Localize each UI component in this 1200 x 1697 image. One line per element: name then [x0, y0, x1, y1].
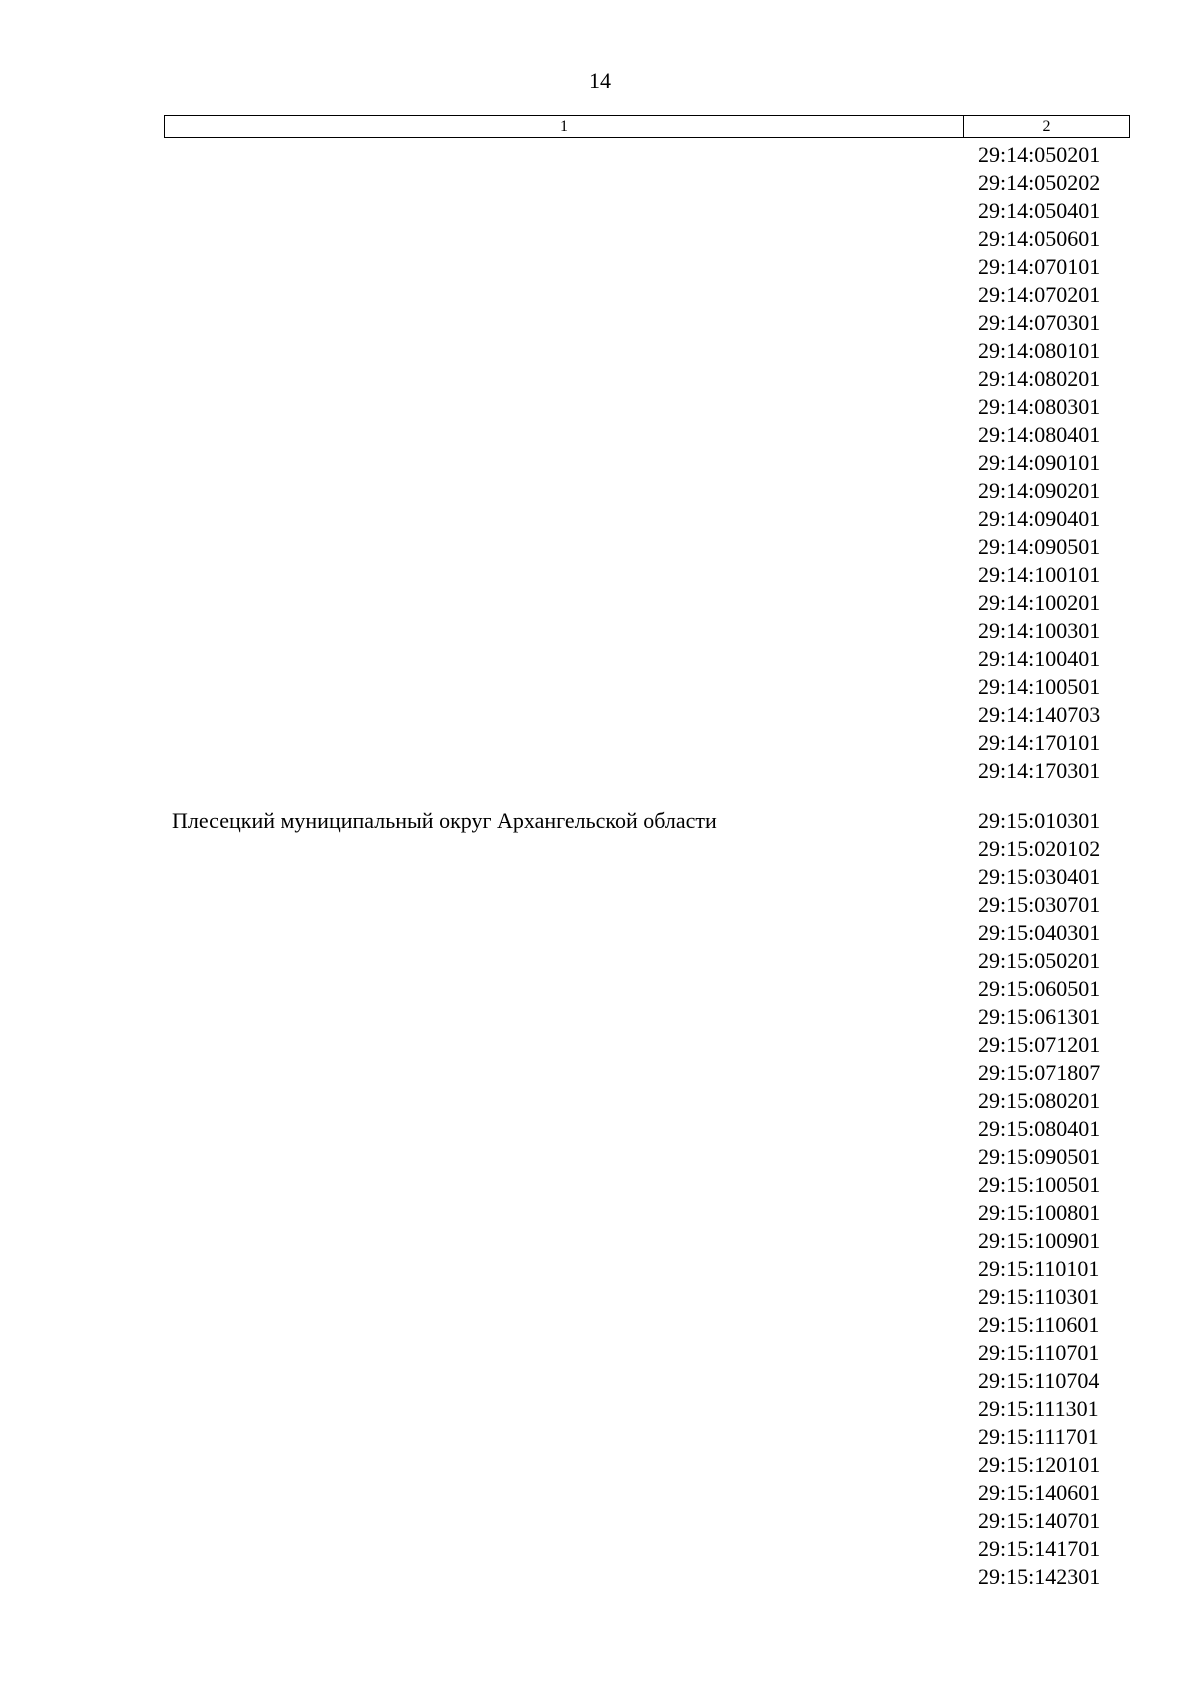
cadastral-code: 29:15:111701 — [978, 1424, 1099, 1449]
cadastral-code: 29:14:170301 — [978, 758, 1101, 783]
cadastral-code: 29:15:061301 — [978, 1004, 1101, 1029]
cadastral-code: 29:15:100801 — [978, 1200, 1101, 1225]
cadastral-code: 29:15:110701 — [978, 1340, 1100, 1365]
cadastral-code: 29:15:020102 — [978, 836, 1101, 861]
cadastral-code: 29:14:070201 — [978, 282, 1101, 307]
cadastral-code: 29:15:142301 — [978, 1564, 1101, 1589]
district-name: Плесецкий муниципальный округ Архангельской области — [172, 808, 717, 833]
cadastral-code: 29:14:100301 — [978, 618, 1101, 643]
cadastral-code: 29:15:040301 — [978, 920, 1101, 945]
cadastral-code: 29:15:090501 — [978, 1144, 1101, 1169]
cadastral-code: 29:14:050401 — [978, 198, 1101, 223]
cadastral-code: 29:14:100201 — [978, 590, 1101, 615]
cadastral-code-list — [978, 141, 1100, 785]
cadastral-code: 29:14:100101 — [978, 562, 1101, 587]
cadastral-code: 29:15:060501 — [978, 976, 1101, 1001]
cadastral-code: 29:15:110101 — [978, 1256, 1100, 1281]
cadastral-code: 29:14:070101 — [978, 254, 1101, 279]
cadastral-code: 29:15:030401 — [978, 864, 1101, 889]
cadastral-code: 29:15:140701 — [978, 1508, 1101, 1533]
cadastral-code: 29:14:080401 — [978, 422, 1101, 447]
cadastral-code: 29:15:110601 — [978, 1312, 1100, 1337]
cadastral-code: 29:14:080201 — [978, 366, 1101, 391]
cadastral-code: 29:14:100401 — [978, 646, 1101, 671]
cadastral-code: 29:15:071807 — [978, 1060, 1101, 1085]
cadastral-code: 29:14:080101 — [978, 338, 1101, 363]
table-header — [164, 115, 1130, 138]
cadastral-code: 29:14:050601 — [978, 226, 1101, 251]
cadastral-code: 29:14:140703 — [978, 702, 1101, 727]
cadastral-code: 29:14:090501 — [978, 534, 1101, 559]
cadastral-code: 29:15:141701 — [978, 1536, 1101, 1561]
cadastral-code: 29:15:111301 — [978, 1396, 1099, 1421]
cadastral-code: 29:15:030701 — [978, 892, 1101, 917]
cadastral-code: 29:15:071201 — [978, 1032, 1101, 1057]
cadastral-code: 29:14:090401 — [978, 506, 1101, 531]
page-number: 14 — [589, 68, 611, 93]
column-header-1: 1 — [165, 116, 964, 137]
cadastral-code: 29:15:080201 — [978, 1088, 1101, 1113]
cadastral-code: 29:15:110301 — [978, 1284, 1100, 1309]
cadastral-code: 29:14:170101 — [978, 730, 1101, 755]
cadastral-code: 29:14:090101 — [978, 450, 1101, 475]
cadastral-code: 29:14:050202 — [978, 170, 1101, 195]
cadastral-code: 29:14:100501 — [978, 674, 1101, 699]
cadastral-code: 29:15:010301 — [978, 808, 1101, 833]
cadastral-code: 29:15:100501 — [978, 1172, 1101, 1197]
cadastral-code-list — [978, 807, 1100, 1591]
cadastral-code: 29:15:110704 — [978, 1368, 1100, 1393]
cadastral-code: 29:14:080301 — [978, 394, 1101, 419]
column-header-2: 2 — [1042, 118, 1051, 135]
cadastral-code: 29:14:050201 — [978, 142, 1101, 167]
cadastral-code: 29:14:090201 — [978, 478, 1101, 503]
cadastral-code: 29:15:100901 — [978, 1228, 1101, 1253]
cadastral-code: 29:15:080401 — [978, 1116, 1101, 1141]
cadastral-code: 29:15:140601 — [978, 1480, 1101, 1505]
cadastral-code: 29:15:050201 — [978, 948, 1101, 973]
cadastral-code: 29:14:070301 — [978, 310, 1101, 335]
cadastral-code: 29:15:120101 — [978, 1452, 1101, 1477]
